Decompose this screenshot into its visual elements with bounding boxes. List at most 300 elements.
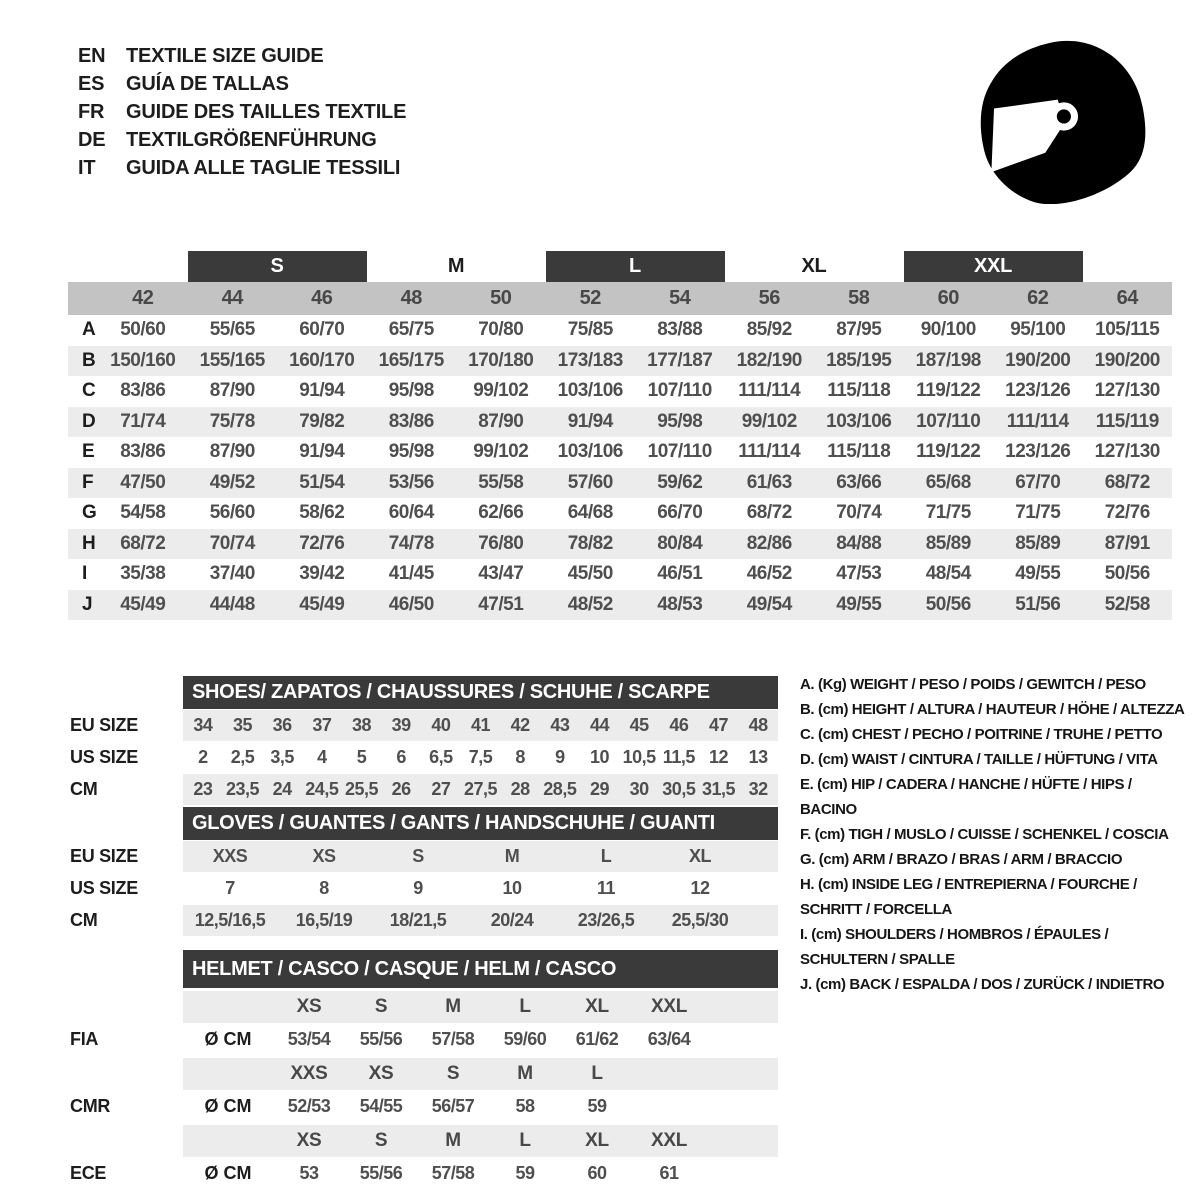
- row-label: EU SIZE: [70, 715, 138, 735]
- legend-item: J. (cm) BACK / ESPALDA / DOS / ZURÜCK / INDIETRO: [800, 976, 1165, 993]
- size-number: 64: [1116, 287, 1138, 309]
- row-label: B: [82, 349, 96, 371]
- size-number: 54: [669, 287, 691, 309]
- table-cell: 103/106: [826, 410, 892, 432]
- row-label: D: [82, 410, 96, 432]
- size-number: 50: [490, 287, 512, 309]
- size-number: 52: [579, 287, 601, 309]
- table-cell: 55/56: [359, 1162, 403, 1183]
- row-label: J: [82, 593, 93, 615]
- table-cell: 47/50: [120, 471, 166, 493]
- table-cell: 70/74: [209, 532, 255, 554]
- table-row: [70, 905, 778, 936]
- table-cell: 99/102: [741, 410, 797, 432]
- table-cell: 37: [312, 715, 332, 735]
- size-label: XS: [296, 1130, 322, 1151]
- guide-title: TEXTILE SIZE GUIDE: [126, 45, 324, 67]
- table-cell: 51/54: [299, 471, 345, 493]
- row-label: G: [82, 502, 97, 523]
- row-label: C: [82, 380, 96, 401]
- table-cell: 25,5: [344, 779, 379, 799]
- table-cell: 60/70: [299, 319, 345, 340]
- table-cell: 185/195: [826, 349, 892, 371]
- table-cell: 6,5: [429, 747, 453, 767]
- table-cell: XXS: [212, 846, 248, 866]
- size-label: XXS: [290, 1063, 328, 1084]
- table-cell: 30,5: [662, 779, 696, 799]
- shoes-table-body: [70, 710, 778, 805]
- language-code: ES: [78, 73, 105, 95]
- size-group-bar: [68, 251, 1172, 282]
- table-row: [68, 346, 1172, 377]
- table-cell: 54/55: [359, 1095, 403, 1116]
- language-header: [78, 42, 406, 182]
- table-cell: 37/40: [209, 563, 255, 584]
- table-cell: 16,5/19: [295, 910, 353, 930]
- language-code: FR: [78, 101, 105, 123]
- legend-item: B. (cm) HEIGHT / ALTURA / HAUTEUR / HÖHE / ALTEZZA: [800, 701, 1185, 718]
- diameter-unit-label: Ø CM: [204, 1095, 252, 1116]
- table-cell: 67/70: [1015, 471, 1061, 493]
- size-label: S: [374, 996, 388, 1017]
- table-cell: 85/89: [1015, 532, 1061, 554]
- table-cell: 177/187: [647, 349, 713, 371]
- row-values: [183, 1058, 778, 1090]
- table-cell: 123/126: [1005, 441, 1071, 462]
- table-cell: 76/80: [478, 532, 524, 554]
- size-label: XXL: [650, 1130, 688, 1151]
- size-label: M: [445, 996, 461, 1017]
- table-cell: 49/52: [209, 471, 255, 493]
- table-cell: 68/72: [1104, 471, 1150, 493]
- table-cell: 190/200: [1005, 349, 1071, 371]
- table-cell: XL: [688, 846, 711, 866]
- table-cell: 71/74: [120, 410, 166, 432]
- table-cell: 23/26,5: [577, 910, 635, 930]
- table-cell: 35: [232, 715, 252, 735]
- table-cell: 107/110: [916, 410, 981, 432]
- table-cell: 119/122: [916, 380, 981, 401]
- table-cell: 57/58: [431, 1162, 475, 1183]
- helmet-table-body: [70, 991, 778, 1189]
- table-cell: 127/130: [1094, 441, 1160, 462]
- table-row: [68, 468, 1172, 499]
- table-cell: 25,5/30: [671, 910, 729, 930]
- row-label: FIA: [70, 1028, 99, 1049]
- size-number: 62: [1027, 287, 1049, 309]
- table-cell: 70/80: [478, 319, 524, 340]
- table-cell: 78/82: [567, 532, 613, 554]
- table-cell: 87/90: [209, 441, 255, 462]
- table-cell: 49/55: [836, 593, 882, 615]
- row-values: [183, 905, 778, 936]
- legend-item: G. (cm) ARM / BRAZO / BRAS / ARM / BRACCIO: [800, 851, 1123, 868]
- size-label: XXL: [650, 996, 688, 1017]
- table-cell: 53: [299, 1162, 319, 1183]
- table-cell: 65/68: [925, 471, 971, 493]
- table-cell: 87/90: [478, 410, 524, 432]
- table-cell: 59: [587, 1095, 607, 1116]
- table-cell: 187/198: [915, 349, 981, 371]
- legend-item: C. (cm) CHEST / PECHO / POITRINE / TRUHE / PETTO: [800, 726, 1163, 743]
- table-cell: 46: [669, 715, 689, 735]
- size-number: 46: [311, 287, 333, 309]
- table-cell: 91/94: [299, 380, 345, 401]
- table-cell: 155/165: [199, 349, 265, 371]
- table-cell: 127/130: [1094, 380, 1160, 401]
- row-label: [70, 991, 183, 1023]
- table-cell: 45/49: [299, 593, 345, 615]
- size-label: [633, 1058, 705, 1090]
- table-cell: 115/118: [827, 441, 891, 462]
- table-cell: 95/98: [388, 380, 434, 401]
- table-cell: 70/74: [836, 502, 882, 523]
- table-cell: 60/64: [388, 502, 434, 523]
- language-code: EN: [78, 45, 106, 67]
- gloves-table: [70, 807, 778, 936]
- language-code: DE: [78, 129, 106, 151]
- table-cell: 50/56: [1104, 563, 1150, 584]
- row-label: CMR: [70, 1095, 111, 1116]
- table-cell: 75/85: [567, 319, 613, 340]
- table-cell: 95/98: [388, 441, 434, 462]
- row-values: [183, 991, 778, 1023]
- table-cell: 57/60: [567, 471, 613, 493]
- size-group-xl: XL: [801, 255, 827, 277]
- table-cell: 61/62: [575, 1028, 619, 1049]
- table-cell: 12,5/16,5: [194, 910, 266, 930]
- textile-size-table-body: [68, 315, 1172, 620]
- table-cell: 64/68: [567, 502, 613, 523]
- table-cell: 82/86: [746, 532, 792, 554]
- table-cell: 55/56: [359, 1028, 403, 1049]
- row-label: I: [82, 563, 88, 584]
- table-cell: 85/92: [746, 319, 792, 340]
- table-cell: [633, 1090, 705, 1122]
- diameter-unit-label: Ø CM: [204, 1028, 252, 1049]
- table-cell: 63/64: [647, 1028, 691, 1049]
- table-cell: 9: [555, 747, 565, 767]
- table-cell: 91/94: [299, 441, 345, 462]
- size-group-s: S: [188, 251, 367, 282]
- size-label: L: [519, 1130, 531, 1151]
- table-cell: 23,5: [225, 779, 260, 799]
- language-row: [78, 154, 406, 182]
- table-cell: 13: [748, 747, 768, 767]
- size-label: XL: [585, 1130, 609, 1151]
- gloves-table-body: [70, 841, 778, 936]
- spacer: [183, 1125, 273, 1157]
- row-label: ECE: [70, 1162, 107, 1183]
- size-group-xxl: XXL: [904, 251, 1083, 282]
- table-cell: 10: [502, 878, 522, 898]
- row-label: [70, 1125, 183, 1157]
- size-number: 56: [758, 287, 780, 309]
- size-label: M: [517, 1063, 533, 1084]
- table-row: [70, 774, 778, 805]
- table-cell: 28,5: [543, 779, 577, 799]
- table-row: [68, 376, 1172, 407]
- table-row: [68, 590, 1172, 621]
- table-cell: 11: [596, 878, 616, 898]
- table-cell: 48: [748, 715, 768, 735]
- table-cell: 52/58: [1104, 593, 1150, 615]
- table-cell: 3,5: [270, 747, 294, 767]
- table-cell: 56/60: [209, 502, 255, 523]
- size-number: 48: [400, 287, 422, 309]
- table-cell: 90/100: [920, 319, 976, 340]
- table-cell: 95/100: [1010, 319, 1066, 340]
- table-cell: 68/72: [120, 532, 166, 554]
- table-cell: 173/183: [557, 349, 623, 371]
- table-cell: 11,5: [662, 747, 695, 767]
- table-cell: 85/89: [925, 532, 971, 554]
- row-label: CM: [70, 910, 98, 930]
- table-cell: 35/38: [120, 563, 166, 584]
- table-cell: 87/90: [209, 380, 255, 401]
- table-cell: 103/106: [557, 441, 623, 462]
- table-cell: 72/76: [299, 532, 345, 554]
- table-cell: 71/75: [1015, 502, 1061, 523]
- table-cell: 72/76: [1104, 502, 1150, 523]
- table-cell: 80/84: [657, 532, 703, 554]
- language-row: [78, 42, 406, 70]
- legend-item: D. (cm) WAIST / CINTURA / TAILLE / HÜFTUNG / VITA: [800, 751, 1158, 768]
- table-cell: S: [412, 846, 424, 866]
- table-cell: 75/78: [209, 410, 255, 432]
- helmet-size-row: [70, 991, 778, 1023]
- measurement-legend: [800, 672, 1192, 997]
- table-cell: 55/58: [478, 471, 524, 493]
- table-row: [68, 315, 1172, 346]
- row-label: US SIZE: [70, 747, 138, 767]
- size-number-band: [68, 282, 1172, 315]
- table-cell: 5: [356, 747, 367, 767]
- table-cell: 105/115: [1095, 319, 1160, 340]
- table-cell: 8: [515, 747, 525, 767]
- legend-item: A. (Kg) WEIGHT / PESO / POIDS / GEWITCH / PESO: [800, 676, 1146, 693]
- helmet-value-row: [70, 1157, 778, 1189]
- row-values: [183, 1125, 778, 1157]
- row-values: [183, 841, 778, 872]
- table-cell: 27: [431, 779, 451, 799]
- table-cell: 55/65: [209, 319, 255, 340]
- table-cell: 26: [391, 779, 411, 799]
- size-group-l: L: [546, 251, 725, 282]
- table-cell: 170/180: [468, 349, 534, 371]
- shoes-table-title: SHOES/ ZAPATOS / CHAUSSURES / SCHUHE / SCARPE: [183, 676, 778, 709]
- size-number: 42: [132, 287, 154, 309]
- size-label: L: [591, 1063, 603, 1084]
- table-cell: 57/58: [431, 1028, 475, 1049]
- table-row: [70, 710, 778, 741]
- table-cell: 83/86: [388, 410, 434, 432]
- table-cell: 111/114: [1006, 410, 1069, 432]
- table-cell: 119/122: [916, 441, 981, 462]
- table-cell: 29: [589, 779, 609, 799]
- table-cell: 38: [351, 715, 371, 735]
- table-cell: 50/56: [925, 593, 971, 615]
- size-label: L: [519, 996, 531, 1017]
- table-cell: 54/58: [120, 502, 166, 523]
- table-cell: 160/170: [289, 349, 355, 371]
- table-cell: 23: [193, 779, 213, 799]
- size-label: XL: [585, 996, 609, 1017]
- table-cell: 63/66: [836, 471, 882, 493]
- table-cell: M: [504, 846, 520, 866]
- legend-item: F. (cm) TIGH / MUSLO / CUISSE / SCHENKEL / COSCIA: [800, 826, 1169, 843]
- table-cell: 111/114: [738, 380, 801, 401]
- table-cell: 44/48: [209, 593, 255, 615]
- size-label: S: [374, 1130, 388, 1151]
- table-cell: 62/66: [478, 502, 524, 523]
- table-cell: 43/47: [478, 563, 524, 584]
- legend-item: H. (cm) INSIDE LEG / ENTREPIERNA / FOURCHE / SCHRITT / FORCELLA: [800, 876, 1137, 918]
- table-cell: 40: [431, 715, 451, 735]
- table-cell: 59/62: [657, 471, 703, 493]
- table-cell: 45: [629, 715, 649, 735]
- table-cell: 60: [587, 1162, 607, 1183]
- table-cell: 2,5: [230, 747, 255, 767]
- shoes-table: [70, 676, 778, 805]
- table-cell: 46/51: [657, 563, 703, 584]
- table-cell: 87/91: [1104, 532, 1150, 554]
- table-cell: 47: [708, 715, 728, 735]
- table-cell: 71/75: [925, 502, 971, 523]
- table-cell: 66/70: [657, 502, 703, 523]
- table-cell: 165/175: [378, 349, 444, 371]
- row-label: F: [82, 471, 94, 493]
- table-cell: 10: [589, 747, 609, 767]
- table-cell: 9: [413, 878, 423, 898]
- table-cell: 182/190: [736, 349, 802, 371]
- guide-title: TEXTILGRÖßENFÜHRUNG: [126, 129, 377, 151]
- table-cell: 12: [708, 747, 728, 767]
- table-cell: 46/50: [388, 593, 434, 615]
- table-cell: 123/126: [1005, 380, 1071, 401]
- gloves-table-title: GLOVES / GUANTES / GANTS / HANDSCHUHE / GUANTI: [183, 807, 778, 840]
- size-group-m: M: [447, 255, 465, 277]
- table-cell: 12: [690, 878, 710, 898]
- table-cell: 32: [748, 779, 768, 799]
- row-values: [183, 873, 778, 904]
- table-cell: XS: [312, 846, 336, 866]
- table-cell: 74/78: [388, 532, 434, 554]
- table-row: [70, 841, 778, 872]
- table-cell: 87/95: [836, 319, 882, 340]
- table-cell: 59: [515, 1162, 535, 1183]
- table-cell: 115/119: [1095, 410, 1159, 432]
- table-cell: 18/21,5: [389, 910, 447, 930]
- table-cell: 45/50: [567, 563, 613, 584]
- table-row: [68, 498, 1172, 529]
- size-number: 60: [937, 287, 959, 309]
- table-cell: 2: [198, 747, 208, 767]
- table-cell: 24,5: [305, 779, 339, 799]
- size-number: 44: [221, 287, 243, 309]
- helmet-value-row: [70, 1023, 778, 1055]
- table-cell: 52/53: [287, 1095, 331, 1116]
- table-row: [70, 742, 778, 773]
- table-cell: 53/56: [388, 471, 434, 493]
- row-label: [70, 1058, 183, 1090]
- row-label: CM: [70, 779, 98, 799]
- row-values: [183, 774, 778, 805]
- table-cell: 107/110: [647, 380, 712, 401]
- table-row: [68, 529, 1172, 560]
- table-cell: 8: [319, 878, 329, 898]
- table-cell: 41/45: [388, 563, 434, 584]
- spacer: [183, 1058, 273, 1090]
- helmet-table: [70, 950, 778, 1189]
- table-cell: 103/106: [557, 380, 623, 401]
- table-cell: 48/53: [657, 593, 703, 615]
- guide-title: GUIDA ALLE TAGLIE TESSILI: [126, 157, 401, 179]
- size-label: M: [445, 1130, 461, 1151]
- row-values: [183, 742, 778, 773]
- table-cell: 4: [317, 747, 327, 767]
- helmet-table-title: HELMET / CASCO / CASQUE / HELM / CASCO: [183, 950, 778, 988]
- row-values: [183, 1090, 778, 1122]
- table-cell: 50/60: [120, 319, 166, 340]
- table-cell: 84/88: [836, 532, 882, 554]
- helmet-icon: [972, 36, 1154, 204]
- table-cell: 61/63: [746, 471, 792, 493]
- table-cell: 68/72: [746, 502, 792, 523]
- table-cell: 99/102: [473, 380, 529, 401]
- table-cell: 44: [589, 715, 609, 735]
- table-cell: 49/55: [1015, 563, 1061, 584]
- size-label: XS: [368, 1063, 394, 1084]
- row-values: [183, 710, 778, 741]
- table-cell: 42: [510, 715, 530, 735]
- table-cell: 107/110: [647, 441, 712, 462]
- table-cell: 48/54: [925, 563, 971, 584]
- language-row: [78, 98, 406, 126]
- table-cell: L: [600, 846, 612, 866]
- language-row: [78, 70, 406, 98]
- table-row: [68, 437, 1172, 468]
- helmet-value-row: [70, 1090, 778, 1122]
- table-cell: 83/86: [120, 441, 166, 462]
- guide-title: GUÍA DE TALLAS: [126, 73, 289, 95]
- table-cell: 30: [629, 779, 649, 799]
- table-cell: 47/53: [836, 563, 882, 584]
- table-cell: 27,5: [463, 779, 498, 799]
- table-cell: 7,5: [468, 747, 493, 767]
- table-cell: 49/54: [746, 593, 792, 615]
- table-cell: 111/114: [738, 441, 801, 462]
- size-label: S: [446, 1063, 460, 1084]
- legend-item: I. (cm) SHOULDERS / HOMBROS / ÉPAULES / SCHULTERN / SPALLE: [800, 926, 1109, 968]
- legend-item: E. (cm) HIP / CADERA / HANCHE / HÜFTE / HIPS / BACINO: [800, 776, 1132, 818]
- size-number: 58: [848, 287, 870, 309]
- table-cell: 95/98: [657, 410, 703, 432]
- spacer: [183, 991, 273, 1023]
- helmet-size-row: [70, 1125, 778, 1157]
- table-cell: 20/24: [490, 910, 534, 930]
- row-label: US SIZE: [70, 878, 138, 898]
- table-cell: 10,5: [622, 747, 656, 767]
- table-cell: 65/75: [388, 319, 434, 340]
- table-cell: 61: [659, 1162, 679, 1183]
- table-cell: 34: [193, 715, 213, 735]
- table-cell: 58: [515, 1095, 535, 1116]
- table-cell: 41: [470, 715, 490, 735]
- row-label: H: [82, 532, 96, 554]
- table-cell: 83/88: [657, 319, 703, 340]
- table-cell: 59/60: [503, 1028, 547, 1049]
